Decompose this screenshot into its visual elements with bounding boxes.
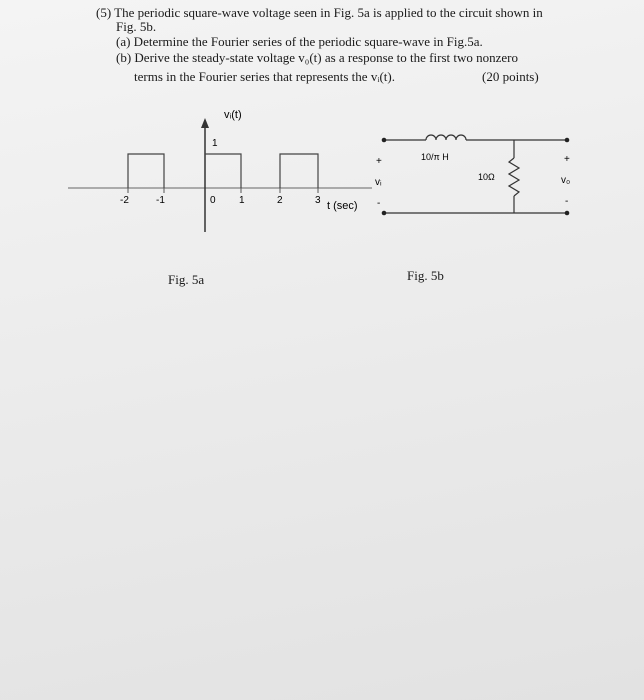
tick-label-neg1: -1: [156, 195, 165, 206]
problem-line-2: Fig. 5b.: [116, 19, 157, 34]
tick-label-neg2: -2: [120, 195, 129, 206]
amplitude-label: 1: [212, 138, 218, 149]
output-voltage-label: v₀: [561, 175, 571, 186]
part-a-text: (a) Determine the Fourier series of the periodic square-wave in Fig.5a.: [116, 34, 483, 49]
tick-label-2: 2: [277, 195, 283, 206]
input-voltage-label: vᵢ: [375, 177, 382, 188]
y-axis-label: vᵢ(t): [224, 109, 242, 121]
tick-label-3: 3: [315, 195, 321, 206]
tick-label-0: 0: [210, 195, 216, 206]
inductor-symbol: [426, 135, 466, 140]
input-minus-sign: -: [377, 198, 381, 209]
inductor-label: 10/π H: [421, 152, 449, 162]
output-plus-sign: +: [564, 154, 570, 165]
fig5a-caption: Fig. 5a: [168, 272, 205, 287]
tick-label-1: 1: [239, 195, 245, 206]
x-axis-label: t (sec): [327, 200, 358, 212]
fig5b-caption: Fig. 5b: [407, 268, 444, 283]
resistor-label: 10Ω: [478, 172, 495, 182]
part-b-continuation: terms in the Fourier series that represents the vᵢ(t).: [134, 69, 395, 84]
input-plus-sign: +: [376, 156, 382, 167]
resistor-symbol: [509, 158, 519, 196]
output-minus-sign: -: [565, 196, 569, 207]
problem-line-1: (5) The periodic square-wave voltage seen in Fig. 5a is applied to the circuit shown in: [96, 5, 543, 20]
part-b-text: (b) Derive the steady-state voltage v₀(t) as a response to the first two nonzero: [116, 50, 518, 65]
points-label: (20 points): [482, 69, 539, 84]
